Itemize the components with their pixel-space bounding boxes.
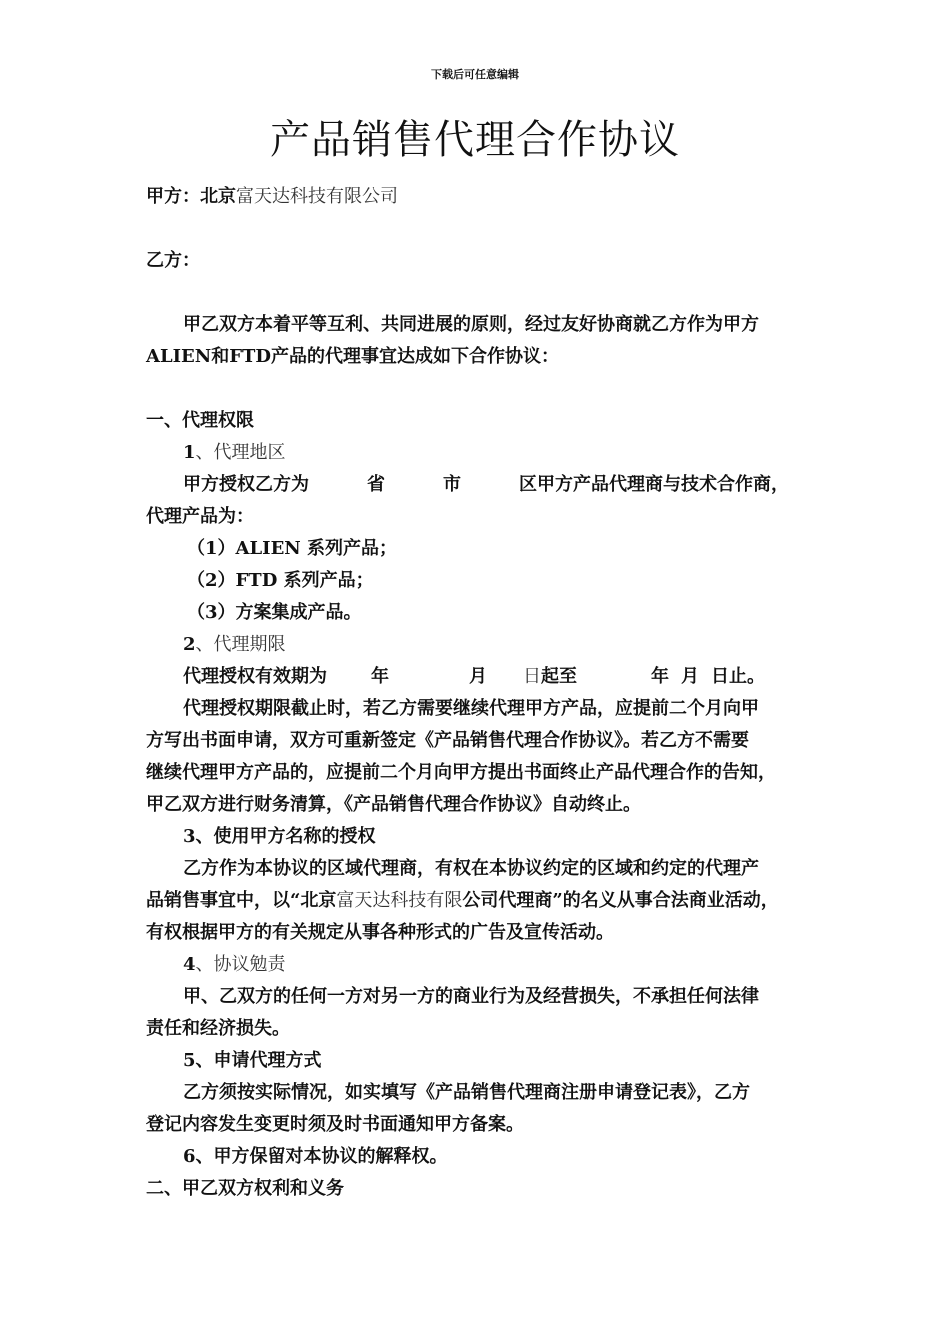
intro-line-2: ALIEN和FTD产品的代理事宜达成如下合作协议： [146, 346, 559, 367]
item1-label: 、代理地区 [195, 442, 286, 463]
term-day-1: 日 [523, 666, 541, 687]
region-province: 省 [367, 474, 385, 495]
item5-line-2: 登记内容发生变更时须及时书面通知甲方备案。 [146, 1114, 524, 1135]
item3-heading: 3、使用甲方名称的授权 [183, 826, 376, 847]
term-line [183, 666, 765, 688]
item2-label: 、代理期限 [195, 634, 286, 655]
product-text: 方案集成产品。 [235, 602, 362, 623]
item1-num: 1 [183, 442, 196, 463]
term-year-1: 年 [371, 666, 389, 687]
item3-line-2 [146, 890, 779, 912]
term-month-2: 月 [681, 666, 699, 687]
term-para-line-1: 代理授权期限截止时，若乙方需要继续代理甲方产品，应提前二个月向甲 [183, 698, 759, 719]
section2-heading: 二、甲乙双方权利和义务 [146, 1178, 344, 1199]
party-a-label: 甲方：北京 [146, 186, 236, 207]
region-line [183, 474, 789, 496]
product-item [187, 602, 362, 624]
party-b-line: 乙方： [146, 250, 200, 271]
product-num: （1） [187, 538, 236, 559]
item1-heading [183, 442, 286, 464]
item2-heading [183, 634, 286, 656]
region-line-2: 代理产品为： [146, 506, 254, 527]
intro-line-1: 甲乙双方本着平等互利、共同进展的原则，经过友好协商就乙方作为甲方 [183, 314, 759, 335]
term-day-2: 日止。 [711, 666, 765, 687]
term-text-2: 起至 [541, 666, 577, 687]
item3-company-name: 富天达科技有限 [336, 890, 463, 911]
item2-num: 2 [183, 634, 196, 655]
item3-text-1: 品销售事宜中，以“北京 [146, 890, 337, 911]
product-text: ALIEN 系列产品； [235, 538, 398, 559]
item3-line-3: 有权根据甲方的有关规定从事各种形式的广告及宣传活动。 [146, 922, 614, 943]
term-para-line-2: 方写出书面申请，双方可重新签定《产品销售代理合作协议》。若乙方不需要 [146, 730, 749, 751]
term-text-1: 代理授权有效期为 [183, 666, 327, 687]
product-num: （3） [187, 602, 236, 623]
item3-text-2: 公司代理商”的名义从事合法商业活动， [462, 890, 779, 911]
header-note: 下载后可任意编辑 [431, 68, 519, 81]
region-text-2: 区甲方产品代理商与技术合作商， [519, 474, 789, 495]
product-item [187, 570, 374, 592]
item5-heading: 5、申请代理方式 [183, 1050, 322, 1071]
item4-line-2: 责任和经济损失。 [146, 1018, 290, 1039]
item6-line: 6、甲方保留对本协议的解释权。 [183, 1146, 448, 1167]
item4-line-1: 甲、乙双方的任何一方对另一方的商业行为及经营损失，不承担任何法律 [183, 986, 759, 1007]
region-city: 市 [443, 474, 461, 495]
term-year-2: 年 [651, 666, 669, 687]
item4-num: 4 [183, 954, 196, 975]
item4-label: 、协议勉责 [195, 954, 286, 975]
item5-line-1: 乙方须按实际情况，如实填写《产品销售代理商注册申请登记表》，乙方 [183, 1082, 750, 1103]
term-para-line-3: 继续代理甲方产品的，应提前二个月向甲方提出书面终止产品代理合作的告知， [146, 762, 776, 783]
region-text-1: 甲方授权乙方为 [183, 474, 309, 495]
product-item [187, 538, 397, 560]
term-month-1: 月 [469, 666, 487, 687]
party-a-name: 富天达科技有限公司 [236, 186, 398, 207]
term-para-line-4: 甲乙双方进行财务清算，《产品销售代理合作协议》自动终止。 [146, 794, 641, 815]
item3-line-1: 乙方作为本协议的区域代理商，有权在本协议约定的区域和约定的代理产 [183, 858, 759, 879]
section1-heading: 一、代理权限 [146, 410, 254, 431]
item4-heading [183, 954, 286, 976]
product-text: FTD 系列产品； [235, 570, 374, 591]
party-a-line [146, 186, 398, 208]
product-num: （2） [187, 570, 236, 591]
document-title: 产品销售代理合作协议 [270, 117, 680, 163]
